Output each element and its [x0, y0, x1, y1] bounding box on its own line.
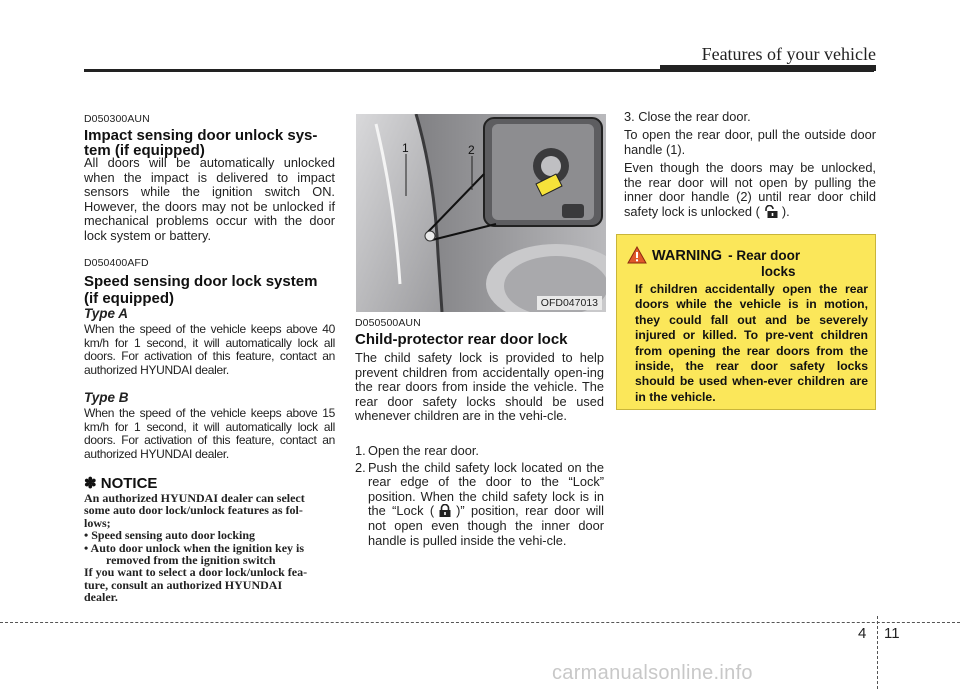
heading-line: Impact sensing door unlock sys-	[84, 127, 318, 144]
door-illustration	[356, 114, 606, 312]
section-heading: Child-protector rear door lock	[355, 331, 568, 348]
warning-triangle-icon	[627, 246, 647, 269]
notice-line: some auto door lock/unlock features as fol-	[84, 503, 303, 518]
section-body: All doors will be automatically unlocked when the impact is delivered to impact sensors while the ignition switch ON. However, the doors may not be unlocked if mechanical problems occur with the door lock system or battery.	[84, 155, 335, 243]
lock-icon	[438, 504, 452, 517]
section-heading	[84, 273, 334, 307]
notice-line: An authorized HYUNDAI dealer can select	[84, 491, 305, 505]
header-rule-accent	[660, 65, 876, 71]
step-item	[355, 444, 604, 459]
footer-rule	[0, 622, 960, 623]
paragraph: To open the rear door, pull the outside door handle (1).	[624, 127, 876, 157]
heading-line: tem (if equipped)	[84, 142, 205, 159]
warning-box	[616, 234, 876, 410]
section-body: The child safety lock is provided to help prevent children from accidentally open-ing the rear doors from inside the vehicle. The rear door safety locks should be used whenever children are in the vehi-cle.	[355, 350, 604, 424]
step-text: Open the rear door.	[368, 443, 479, 458]
watermark: carmanualsonline.info	[552, 662, 753, 684]
paragraph-text: ).	[781, 203, 790, 219]
notice-line: If you want to select a door lock/unlock fea-	[84, 565, 308, 580]
footer-separator	[877, 616, 878, 689]
steps-list	[355, 444, 604, 548]
warning-subtitle: locks	[761, 264, 796, 279]
figure-callout-2: 2	[468, 143, 475, 157]
step-text: )” position, rear door will not open even though the inner door handle is pulled inside the vehi-cle.	[368, 503, 604, 548]
section-code: D050400AFD	[84, 257, 149, 269]
warning-body: If children accidentally open the rear doors while the vehicle is in motion, they could fall out and be severely injured or killed. To pre-vent children from opening the rear doors from the inside, the rear door safety locks should be used when-ever children are in the vehicle.	[635, 282, 868, 404]
step-number: 1.	[355, 443, 366, 458]
step-item	[355, 461, 604, 549]
notice-bullet-cont: removed from the ignition switch	[106, 553, 276, 568]
notice-bullet: • Speed sensing auto door locking	[84, 528, 256, 543]
unlock-icon	[764, 205, 778, 218]
type-a-body: When the speed of the vehicle keeps above 40 km/h for 1 second, it will automatically lock all doors. For activation of this feature, contact an authorized HYUNDAI dealer.	[84, 322, 335, 377]
warning-subtitle: - Rear door	[728, 248, 801, 263]
warning-title	[652, 248, 800, 264]
step-number: 2.	[355, 459, 366, 475]
heading-line: Speed sensing door lock system	[84, 273, 318, 290]
section-number: 4	[858, 625, 867, 642]
notice-body	[84, 492, 336, 604]
notice-title: ✽ NOTICE	[84, 475, 158, 492]
paragraph	[624, 161, 876, 219]
figure-caption: OFD047013	[537, 296, 602, 310]
section-code: D050300AUN	[84, 113, 150, 125]
notice-line: ture, consult an authorized HYUNDAI	[84, 577, 283, 592]
type-b-body: When the speed of the vehicle keeps above 15 km/h for 1 second, it will automatically lock all doors. For activation of this feature, contact an authorized HYUNDAI dealer.	[84, 406, 335, 461]
notice-line: lows;	[84, 515, 111, 530]
heading-line: (if equipped)	[84, 290, 174, 307]
warning-label: WARNING	[652, 248, 723, 264]
notice-line: dealer.	[84, 590, 118, 605]
rear-door-figure	[356, 114, 606, 312]
section-heading	[84, 128, 334, 158]
page-header-title: Features of your vehicle	[701, 44, 876, 64]
page-number: 11	[884, 625, 900, 642]
section-code: D050500AUN	[355, 317, 421, 329]
type-b-label: Type B	[84, 390, 129, 405]
type-a-label: Type A	[84, 306, 129, 321]
notice-bullet: • Auto door unlock when the ignition key is	[84, 540, 305, 555]
step-3-text: 3. Close the rear door.	[624, 109, 751, 124]
figure-callout-1: 1	[402, 141, 409, 155]
paragraph-text: Even though the doors may be unlocked, the rear door will not open by pulling the inner door handle (2) until rear door child safety lock is unlocked (	[624, 160, 876, 219]
step-text: Push the child safety lock located on the rear edge of the door to the “Lock” position. When the child safety lock is in the “Lock (	[368, 459, 604, 519]
